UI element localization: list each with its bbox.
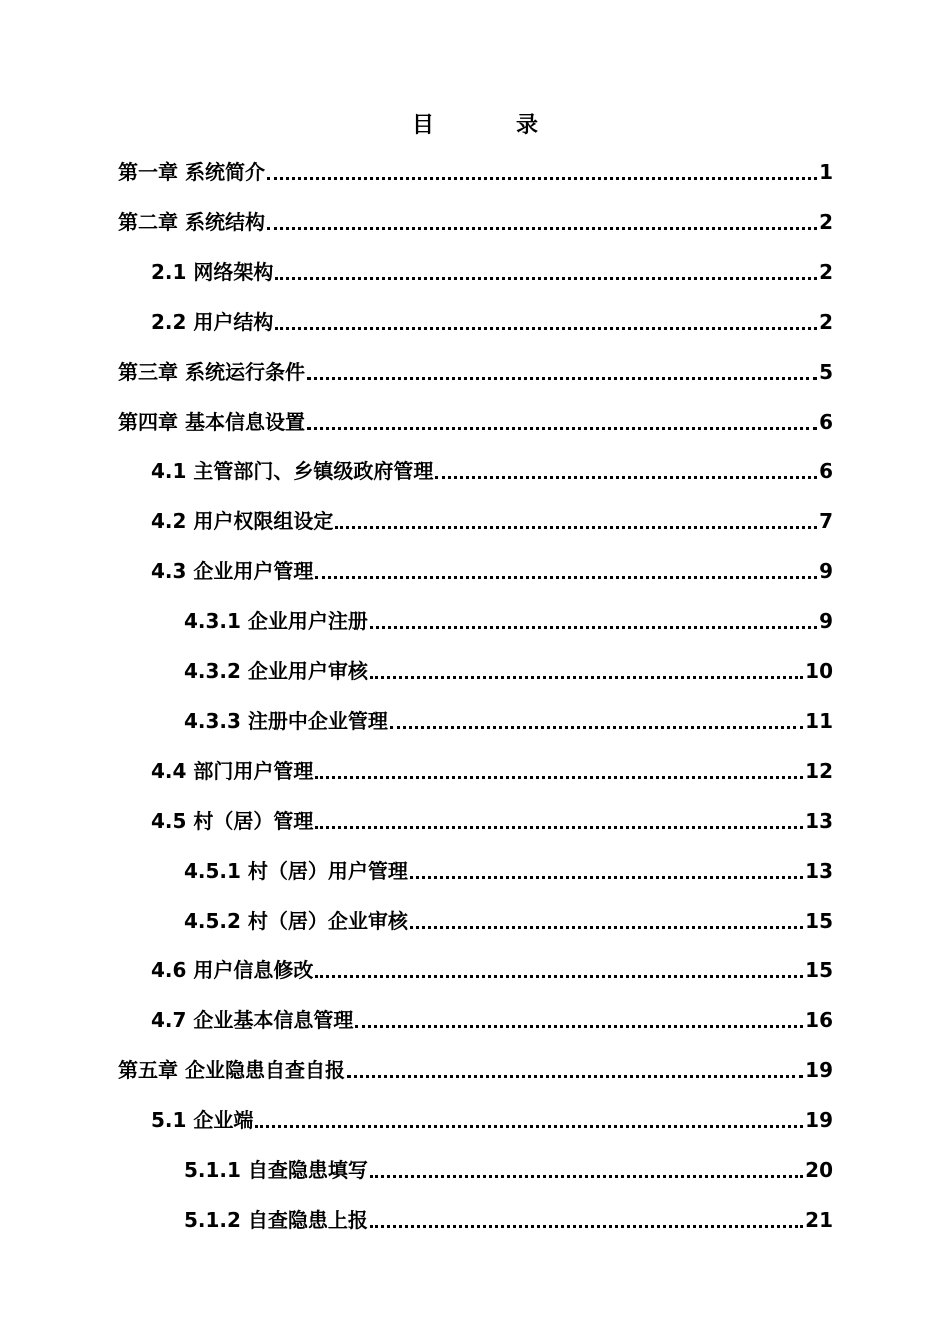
toc-entry[interactable] — [184, 906, 833, 936]
toc-entry[interactable] — [118, 1055, 833, 1085]
toc-dot-leader — [275, 327, 817, 330]
toc-entry-text: 2.2 用户结构 — [151, 309, 274, 334]
toc-entry[interactable] — [151, 307, 833, 337]
toc-page-number: 6 — [819, 409, 833, 434]
toc-entry[interactable] — [118, 407, 833, 437]
toc-page-number: 20 — [805, 1158, 833, 1182]
toc-entry[interactable] — [184, 706, 833, 736]
toc-page-number: 2 — [819, 209, 833, 234]
toc-page-number: 13 — [805, 808, 833, 833]
toc-entry-text: 4.5.2 村（居）企业审核 — [184, 908, 408, 933]
toc-entry-text: 第五章 企业隐患自查自报 — [118, 1058, 345, 1083]
toc-entry-text: 4.3 企业用户管理 — [151, 559, 314, 584]
toc-entry-text: 4.3.3 注册中企业管理 — [184, 708, 388, 733]
toc-dot-leader — [267, 177, 817, 180]
toc-entry-text: 4.7 企业基本信息管理 — [151, 1008, 354, 1033]
toc-page-number: 19 — [805, 1108, 833, 1133]
toc-entry-text: 第一章 系统简介 — [118, 160, 265, 184]
toc-entry[interactable] — [151, 806, 833, 836]
toc-entry[interactable] — [151, 456, 833, 486]
toc-page-number: 2 — [819, 259, 833, 284]
toc-dot-leader — [355, 1025, 803, 1028]
toc-entry-text: 4.5.1 村（居）用户管理 — [184, 858, 408, 883]
toc-dot-leader — [315, 576, 817, 579]
toc-entry[interactable] — [184, 606, 833, 636]
toc-page-number: 15 — [805, 958, 833, 983]
toc-entry[interactable] — [184, 856, 833, 886]
toc-dot-leader — [267, 227, 817, 230]
toc-entry-text: 2.1 网络架构 — [151, 259, 274, 284]
toc-entry[interactable] — [184, 656, 833, 686]
toc-page-number: 12 — [805, 758, 833, 783]
toc-entry-text: 4.1 主管部门、乡镇级政府管理 — [151, 459, 434, 484]
toc-entry[interactable] — [151, 1005, 833, 1035]
toc-entry-text: 第三章 系统运行条件 — [118, 359, 305, 384]
toc-dot-leader — [315, 776, 803, 779]
toc-entry[interactable] — [118, 157, 833, 187]
toc-dot-leader — [275, 277, 817, 280]
toc-entry-text: 4.3.1 企业用户注册 — [184, 609, 368, 634]
toc-entry[interactable] — [118, 207, 833, 237]
toc-dot-leader — [347, 1075, 803, 1078]
toc-entry-text: 4.5 村（居）管理 — [151, 808, 314, 833]
toc-entry[interactable] — [151, 506, 833, 536]
toc-dot-leader — [307, 377, 817, 380]
toc-dot-leader — [315, 975, 803, 978]
toc-page-number: 16 — [805, 1008, 833, 1033]
toc-entry-text: 第四章 基本信息设置 — [118, 409, 305, 434]
toc-title: 目 录 — [411, 113, 568, 138]
toc-dot-leader — [255, 1125, 803, 1128]
toc-entry-text: 4.2 用户权限组设定 — [151, 509, 334, 534]
toc-entry-text: 5.1 企业端 — [151, 1108, 254, 1133]
toc-page-number: 21 — [805, 1207, 833, 1232]
toc-dot-leader — [435, 476, 817, 479]
toc-dot-leader — [370, 1225, 803, 1228]
toc-entry[interactable] — [151, 1105, 833, 1135]
toc-dot-leader — [410, 926, 803, 929]
toc-page-number: 1 — [819, 160, 833, 184]
toc-dot-leader — [370, 626, 817, 629]
toc-dot-leader — [390, 726, 803, 729]
toc-page-number: 2 — [819, 309, 833, 334]
toc-entry[interactable] — [118, 357, 833, 387]
toc-entry[interactable] — [151, 257, 833, 287]
toc-page-number: 7 — [819, 509, 833, 534]
toc-dot-leader — [410, 876, 803, 879]
toc-entry-text: 4.4 部门用户管理 — [151, 758, 314, 783]
toc-dot-leader — [315, 826, 803, 829]
toc-entry-text: 4.6 用户信息修改 — [151, 958, 314, 983]
toc-entry[interactable] — [151, 756, 833, 786]
toc-page-number: 19 — [805, 1058, 833, 1083]
toc-dot-leader — [370, 1175, 803, 1178]
toc-entry-text: 第二章 系统结构 — [118, 209, 265, 234]
toc-page-number: 9 — [819, 609, 833, 634]
toc-entry[interactable] — [151, 556, 833, 586]
toc-entry-text: 5.1.2 自查隐患上报 — [184, 1207, 368, 1232]
toc-dot-leader — [335, 526, 817, 529]
toc-page-number: 15 — [805, 908, 833, 933]
toc-entry-text: 4.3.2 企业用户审核 — [184, 659, 368, 683]
toc-page-number: 13 — [805, 858, 833, 883]
toc-dot-leader — [370, 676, 803, 679]
toc-entry[interactable] — [184, 1205, 833, 1235]
toc-page-number: 5 — [819, 359, 833, 384]
toc-entry[interactable] — [151, 955, 833, 985]
toc-page-number: 10 — [805, 659, 833, 683]
toc-page-number: 11 — [805, 708, 833, 733]
toc-entry[interactable] — [184, 1155, 833, 1185]
toc-entry-text: 5.1.1 自查隐患填写 — [184, 1158, 368, 1182]
toc-dot-leader — [307, 427, 817, 430]
toc-page-number: 6 — [819, 459, 833, 484]
toc-page-number: 9 — [819, 559, 833, 584]
